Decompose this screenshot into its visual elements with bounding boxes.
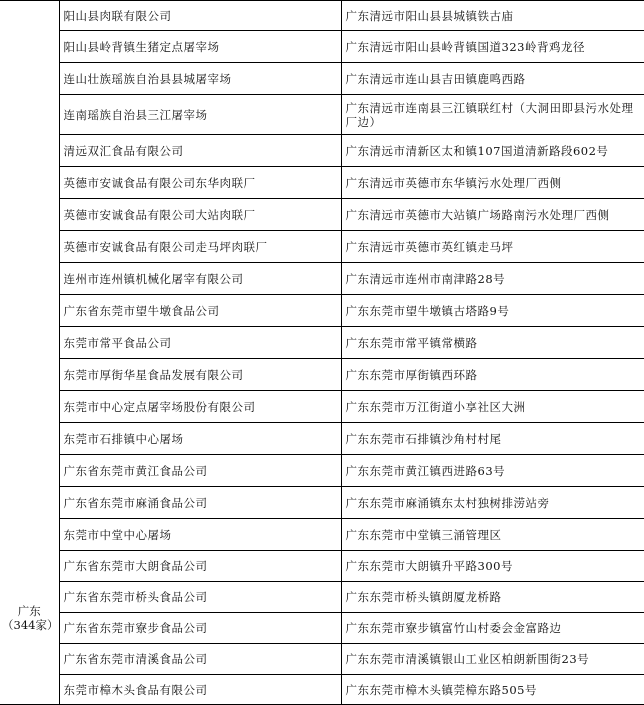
company-name-cell: 广东省东莞市黄江食品公司 bbox=[59, 455, 341, 487]
table-row bbox=[0, 487, 644, 519]
table-row bbox=[0, 327, 644, 359]
company-name-cell: 广东省东莞市麻涌食品公司 bbox=[59, 487, 341, 519]
company-name-cell: 东莞市中堂中心屠场 bbox=[59, 519, 341, 551]
company-name-cell: 阳山县肉联有限公司 bbox=[59, 1, 341, 31]
table-row bbox=[0, 95, 644, 135]
table-row bbox=[0, 613, 644, 644]
table-row bbox=[0, 1, 644, 31]
table-row bbox=[0, 295, 644, 327]
table-row bbox=[0, 675, 644, 705]
company-name-cell: 连山壮族瑶族自治县县城屠宰场 bbox=[59, 63, 341, 95]
address-cell: 广东清远市连州市南津路28号 bbox=[341, 263, 644, 295]
address-cell: 广东清远市阳山县县城镇铁古庙 bbox=[341, 1, 644, 31]
company-name-cell: 连州市连州镇机械化屠宰有限公司 bbox=[59, 263, 341, 295]
address-cell: 广东东莞市常平镇常横路 bbox=[341, 327, 644, 359]
table-body bbox=[0, 1, 644, 705]
table-row bbox=[0, 551, 644, 582]
table-row bbox=[0, 423, 644, 455]
address-cell: 广东东莞市石排镇沙角村村尾 bbox=[341, 423, 644, 455]
address-cell: 广东清远市阳山县岭背镇国道323岭背鸡龙径 bbox=[341, 31, 644, 63]
company-name-cell: 连南瑶族自治县三江屠宰场 bbox=[59, 95, 341, 135]
table-row bbox=[0, 455, 644, 487]
company-name-cell: 英德市安诚食品有限公司走马坪肉联厂 bbox=[59, 231, 341, 263]
address-cell: 广东东莞市黄江镇西进路63号 bbox=[341, 455, 644, 487]
table-row bbox=[0, 263, 644, 295]
address-cell: 广东东莞市中堂镇三涌管理区 bbox=[341, 519, 644, 551]
table-row bbox=[0, 644, 644, 675]
company-name-cell: 广东省东莞市望牛墩食品公司 bbox=[59, 295, 341, 327]
company-name-cell: 阳山县岭背镇生猪定点屠宰场 bbox=[59, 31, 341, 63]
address-cell: 广东东莞市寮步镇富竹山村委会金富路边 bbox=[341, 613, 644, 644]
address-cell: 广东东莞市大朗镇升平路300号 bbox=[341, 551, 644, 582]
company-name-cell: 东莞市中心定点屠宰场股份有限公司 bbox=[59, 391, 341, 423]
company-name-cell: 英德市安诚食品有限公司大站肉联厂 bbox=[59, 199, 341, 231]
address-cell: 广东清远市连南县三江镇联红村（大洞田即县污水处理厂边） bbox=[341, 95, 644, 135]
table-row bbox=[0, 391, 644, 423]
company-name-cell: 东莞市常平食品公司 bbox=[59, 327, 341, 359]
address-cell: 广东东莞市万江街道小享社区大洲 bbox=[341, 391, 644, 423]
table-row bbox=[0, 199, 644, 231]
address-cell: 广东东莞市厚街镇西环路 bbox=[341, 359, 644, 391]
company-name-cell: 东莞市樟木头食品有限公司 bbox=[59, 675, 341, 705]
table-row bbox=[0, 135, 644, 167]
address-cell: 广东东莞市樟木头镇莞樟东路505号 bbox=[341, 675, 644, 705]
company-name-cell: 广东省东莞市寮步食品公司 bbox=[59, 613, 341, 644]
company-name-cell: 广东省东莞市桥头食品公司 bbox=[59, 582, 341, 613]
address-cell: 广东东莞市望牛墩镇古塔路9号 bbox=[341, 295, 644, 327]
table-row bbox=[0, 231, 644, 263]
address-cell: 广东清远市英德市东华镇污水处理厂西侧 bbox=[341, 167, 644, 199]
address-cell: 广东清远市连山县吉田镇鹿鸣西路 bbox=[341, 63, 644, 95]
table-row bbox=[0, 167, 644, 199]
table-row bbox=[0, 63, 644, 95]
company-name-cell: 广东省东莞市大朗食品公司 bbox=[59, 551, 341, 582]
address-cell: 广东东莞市清溪镇银山工业区柏朗新围街23号 bbox=[341, 644, 644, 675]
address-cell: 广东东莞市麻涌镇东太村独树排涝站旁 bbox=[341, 487, 644, 519]
table-row bbox=[0, 519, 644, 551]
company-name-cell: 广东省东莞市清溪食品公司 bbox=[59, 644, 341, 675]
company-name-cell: 清远双汇食品有限公司 bbox=[59, 135, 341, 167]
company-name-cell: 东莞市石排镇中心屠场 bbox=[59, 423, 341, 455]
address-cell: 广东东莞市桥头镇朗厦龙桥路 bbox=[341, 582, 644, 613]
address-cell: 广东清远市英德市大站镇广场路南污水处理厂西侧 bbox=[341, 199, 644, 231]
company-name-cell: 东莞市厚街华星食品发展有限公司 bbox=[59, 359, 341, 391]
address-cell: 广东清远市清新区太和镇107国道清新路段602号 bbox=[341, 135, 644, 167]
company-name-cell: 英德市安诚食品有限公司东华肉联厂 bbox=[59, 167, 341, 199]
table-row bbox=[0, 582, 644, 613]
address-cell: 广东清远市英德市英红镇走马坪 bbox=[341, 231, 644, 263]
table-row bbox=[0, 359, 644, 391]
table-row bbox=[0, 31, 644, 63]
region-cell: 广东（344家） bbox=[0, 1, 59, 705]
